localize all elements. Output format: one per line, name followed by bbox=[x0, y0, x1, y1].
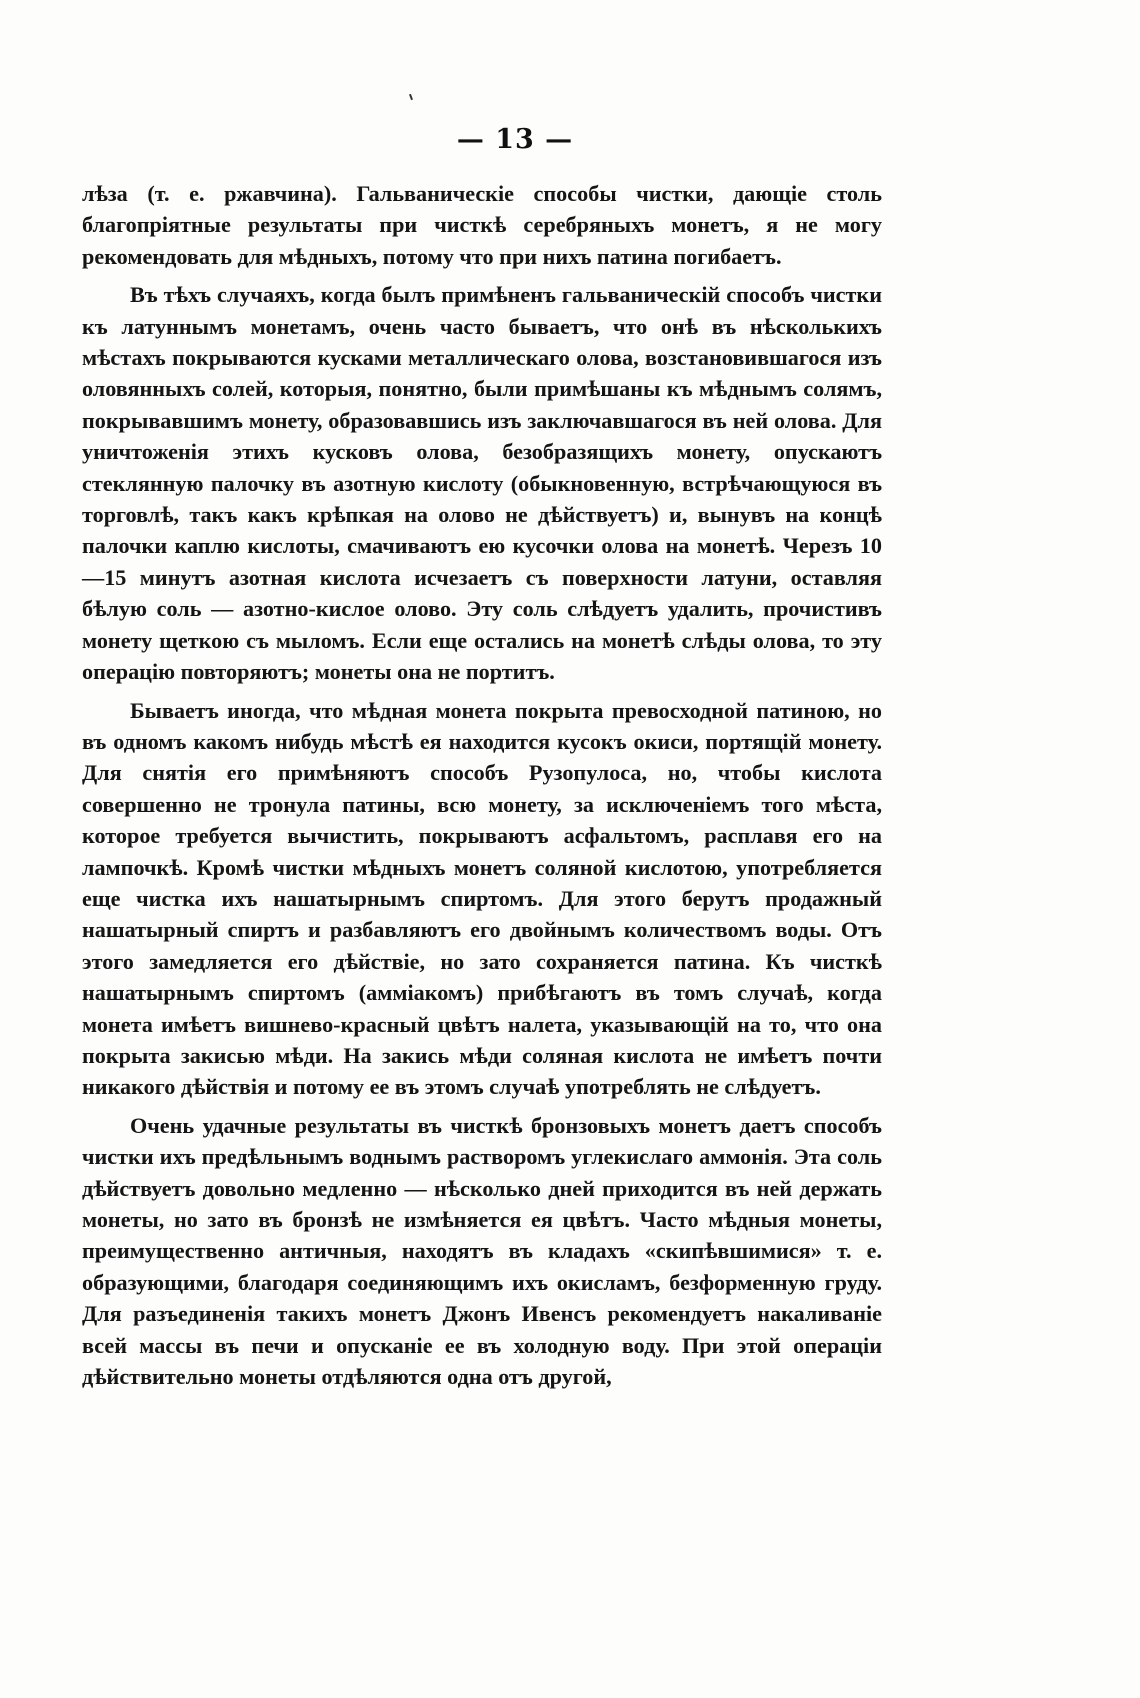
paragraph-4: Очень удачные результаты въ чисткѣ бронзовыхъ монетъ даетъ способъ чистки ихъ предѣльнымъ воднымъ растворомъ углекислаго аммонія. Эта соль дѣйствуетъ довольно медленно — нѣсколько дней приходится въ ней держать монеты, но зато въ бронзѣ не измѣняется ея цвѣтъ. Часто мѣдныя монеты, преимущественно античныя, находятъ въ кладахъ «скипѣвшимися» т. е. образующими, благодаря соединяющимъ ихъ окисламъ, безформенную груду. Для разъединенія такихъ монетъ Джонъ Ивенсъ рекомендуетъ накаливаніе всей массы въ печи и опусканіе ее въ холодную воду. При этой операціи дѣйствительно монеты отдѣляются одна отъ другой, bbox=[82, 1112, 882, 1390]
paragraph-3: Бываетъ иногда, что мѣдная монета покрыта превосходной патиною, но въ одномъ какомъ нибудь мѣстѣ ея находится кусокъ окиси, портящій монету. Для снятія его примѣняютъ способъ Рузопулоса, но, чтобы кислота совершенно не тронула патины, всю монету, за исключеніемъ того мѣста, которое требуется вычистить, покрываютъ асфальтомъ, расплавя его на лампочкѣ. Кромѣ чистки мѣдныхъ монетъ соляной кислотою, употребляется еще чистка ихъ нашатырнымъ спиртомъ. Для этого берутъ продажный нашатырный спиртъ и разбавляютъ его двойнымъ количествомъ воды. Отъ этого замедляется его дѣйствіе, но зато сохраняется патина. Къ чисткѣ нашатырнымъ спиртомъ (аммiакомъ) прибѣгаютъ въ томъ случаѣ, когда монета имѣетъ вишнево-красный цвѣтъ налета, указывающій на то, что она покрыта закисью мѣди. На закись мѣди соляная кислота не имѣетъ почти никакого дѣйствія и потому ее въ этомъ случаѣ употреблять не слѣдуетъ. bbox=[82, 697, 882, 1100]
page-number: — 13 — bbox=[456, 124, 574, 155]
paragraph-2: Въ тѣхъ случаяхъ, когда былъ примѣненъ гальваническій способъ чистки къ латуннымъ монетамъ, очень часто бываетъ, что онѣ въ нѣсколькихъ мѣстахъ покрываются кусками металлическаго олова, возстановившагося изъ оловянныхъ солей, которыя, понятно, были примѣшаны къ мѣднымъ солямъ, покрывавшимъ монету, образовавшись изъ заключавшагося въ ней олова. Для уничтоженія этихъ кусковъ олова, безобразящихъ монету, опускаютъ стеклянную палочку въ азотную кислоту (обыкновенную, встрѣчающуюся въ торговлѣ, такъ какъ крѣпкая на олово не дѣйствуетъ) и, вынувъ на концѣ палочки каплю кислоты, смачиваютъ ею кусочки олова на монетѣ. Черезъ 10—15 минутъ азотная кислота исчезаетъ съ поверхности латуни, оставляя бѣлую соль — азотно-кислое олово. Эту соль слѣдуетъ удалить, прочистивъ монету щеткою съ мыломъ. Если еще остались на монетѣ слѣды олова, то эту операцію повторяютъ; монеты она не портитъ. bbox=[82, 282, 882, 685]
paragraph-1: лѣза (т. е. ржавчина). Гальваническіе способы чистки, дающіе столь благопріятные результаты при чисткѣ серебряныхъ монетъ, я не могу рекомендовать для мѣдныхъ, потому что при нихъ патина погибаетъ. bbox=[82, 181, 882, 269]
print-speck bbox=[409, 94, 413, 100]
body-text bbox=[82, 178, 882, 1399]
